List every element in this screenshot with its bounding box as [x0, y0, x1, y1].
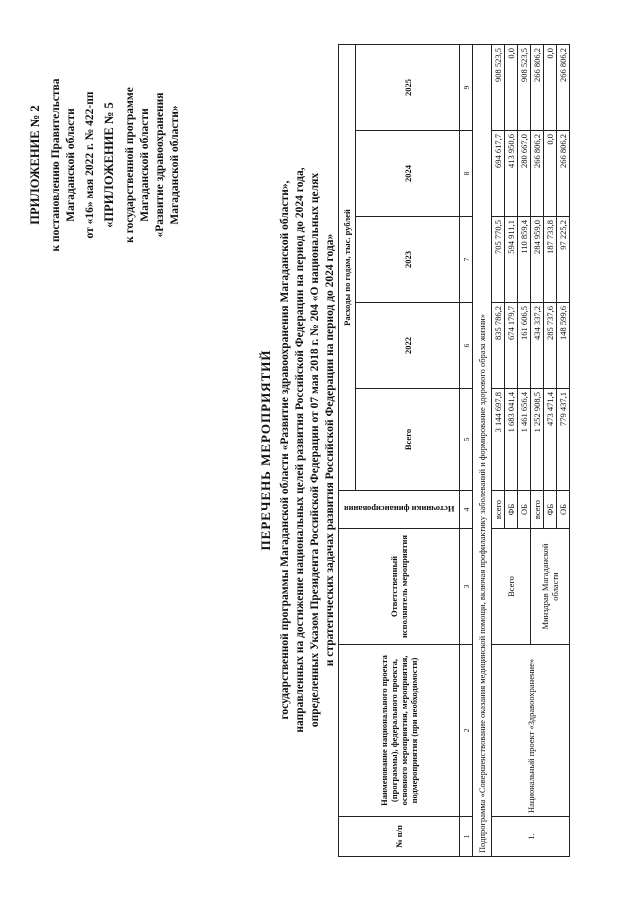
header-row: [339, 44, 356, 856]
column-index-row: [460, 44, 473, 856]
appendix-line: Магаданской области: [65, 108, 77, 222]
row-value: 285 737,6: [544, 303, 557, 389]
document-heading: [258, 55, 338, 845]
measures-table: [338, 44, 570, 857]
header-name: Наименование национального проекта (программы), федерального проекта, основного мероприятия, мероприятия, подмероприятия (при необходимости): [339, 645, 460, 817]
row-value: 110 859,4: [518, 217, 531, 303]
column-index: 5: [460, 389, 473, 491]
column-index: 3: [460, 529, 473, 645]
column-index: 7: [460, 217, 473, 303]
header-num: № п/п: [339, 817, 460, 857]
table-row: [492, 44, 505, 856]
header-year: 2023: [356, 217, 460, 303]
row-executor: Минздрав Магаданской области: [531, 529, 570, 645]
row-project-name: Национальный проект «Здравоохранение»: [492, 645, 570, 817]
heading-line: и стратегических задачах развития Российской Федерации на период до 2024 года»: [324, 233, 336, 667]
row-source: ОБ: [518, 491, 531, 529]
header-total: Всего: [356, 389, 460, 491]
appendix-date-line: от «16» мая 2022 г. № 422-пп: [84, 91, 96, 239]
heading-line: определенных Указом Президента Российской Федерации от 07 мая 2018 г. № 204 «О национальных целях: [309, 172, 321, 728]
header-source: [339, 491, 460, 529]
header-year: 2024: [356, 131, 460, 217]
column-index: 1: [460, 817, 473, 857]
row-value: 266 806,2: [531, 44, 544, 130]
row-value: 908 523,5: [492, 44, 505, 130]
row-value: 161 606,5: [518, 303, 531, 389]
appendix-line: «Развитие здравоохранения: [154, 92, 166, 238]
row-total: 1 683 041,4: [505, 389, 518, 491]
row-value: 434 337,2: [531, 303, 544, 389]
row-value: 908 523,5: [518, 44, 531, 130]
row-executor: Всего: [492, 529, 531, 645]
column-index: 2: [460, 645, 473, 817]
header-executor: Ответственный исполнитель мероприятия: [339, 529, 460, 645]
header-source-label: Источники финансирования: [343, 504, 455, 515]
row-value: 284 959,0: [531, 217, 544, 303]
subprogram-title: Подпрограмма «Совершенствование оказания медицинской помощи, включая профилактику заболеваний и формирование здорового образа жизни»: [473, 44, 492, 856]
subprogram-row: [473, 44, 492, 856]
row-value: 705 770,5: [492, 217, 505, 303]
row-value: 97 225,2: [557, 217, 570, 303]
column-index: 6: [460, 303, 473, 389]
row-total: 1 252 908,5: [531, 389, 544, 491]
row-value: 594 911,1: [505, 217, 518, 303]
row-total: 3 144 697,8: [492, 389, 505, 491]
row-value: 835 786,2: [492, 303, 505, 389]
row-value: 694 617,7: [492, 131, 505, 217]
row-source: ОБ: [557, 491, 570, 529]
appendix-line: к государственной программе: [124, 87, 136, 243]
column-index: 4: [460, 491, 473, 529]
heading-line: государственной программы Магаданской области «Развитие здравоохранения Магаданской области»,: [279, 180, 291, 720]
row-value: 674 179,7: [505, 303, 518, 389]
appendix-line: к постановлению Правительства: [50, 78, 62, 252]
row-value: 0,0: [544, 131, 557, 217]
appendix-block: [26, 45, 183, 285]
row-value: 148 599,6: [557, 303, 570, 389]
row-source: всего: [531, 491, 544, 529]
appendix-title-2: «ПРИЛОЖЕНИЕ № 5: [102, 102, 116, 228]
row-value: 266 806,2: [531, 131, 544, 217]
row-value: 0,0: [544, 44, 557, 130]
row-total: 779 437,1: [557, 389, 570, 491]
row-source: ФБ: [505, 491, 518, 529]
column-index: 8: [460, 131, 473, 217]
heading-title: ПЕРЕЧЕНЬ МЕРОПРИЯТИЙ: [258, 349, 273, 551]
appendix-line: Магаданской области»: [169, 105, 181, 225]
header-year: 2022: [356, 303, 460, 389]
appendix-title: ПРИЛОЖЕНИЕ № 2: [28, 105, 42, 225]
row-value: 187 733,8: [544, 217, 557, 303]
row-value: 280 667,0: [518, 131, 531, 217]
row-number: 1.: [492, 817, 570, 857]
row-value: 266 806,2: [557, 131, 570, 217]
row-value: 413 950,6: [505, 131, 518, 217]
row-total: 1 461 656,4: [518, 389, 531, 491]
heading-line: направленных на достижение национальных целей развития Российской Федерации на период до 2024 года,: [294, 167, 306, 733]
header-expenses: Расходы по годам, тыс. рублей: [339, 44, 356, 490]
header-year: 2025: [356, 44, 460, 130]
row-source: ФБ: [544, 491, 557, 529]
column-index: 9: [460, 44, 473, 130]
appendix-line: Магаданской области: [139, 108, 151, 222]
row-value: 0,0: [505, 44, 518, 130]
row-source: всего: [492, 491, 505, 529]
row-value: 266 806,2: [557, 44, 570, 130]
row-total: 473 471,4: [544, 389, 557, 491]
